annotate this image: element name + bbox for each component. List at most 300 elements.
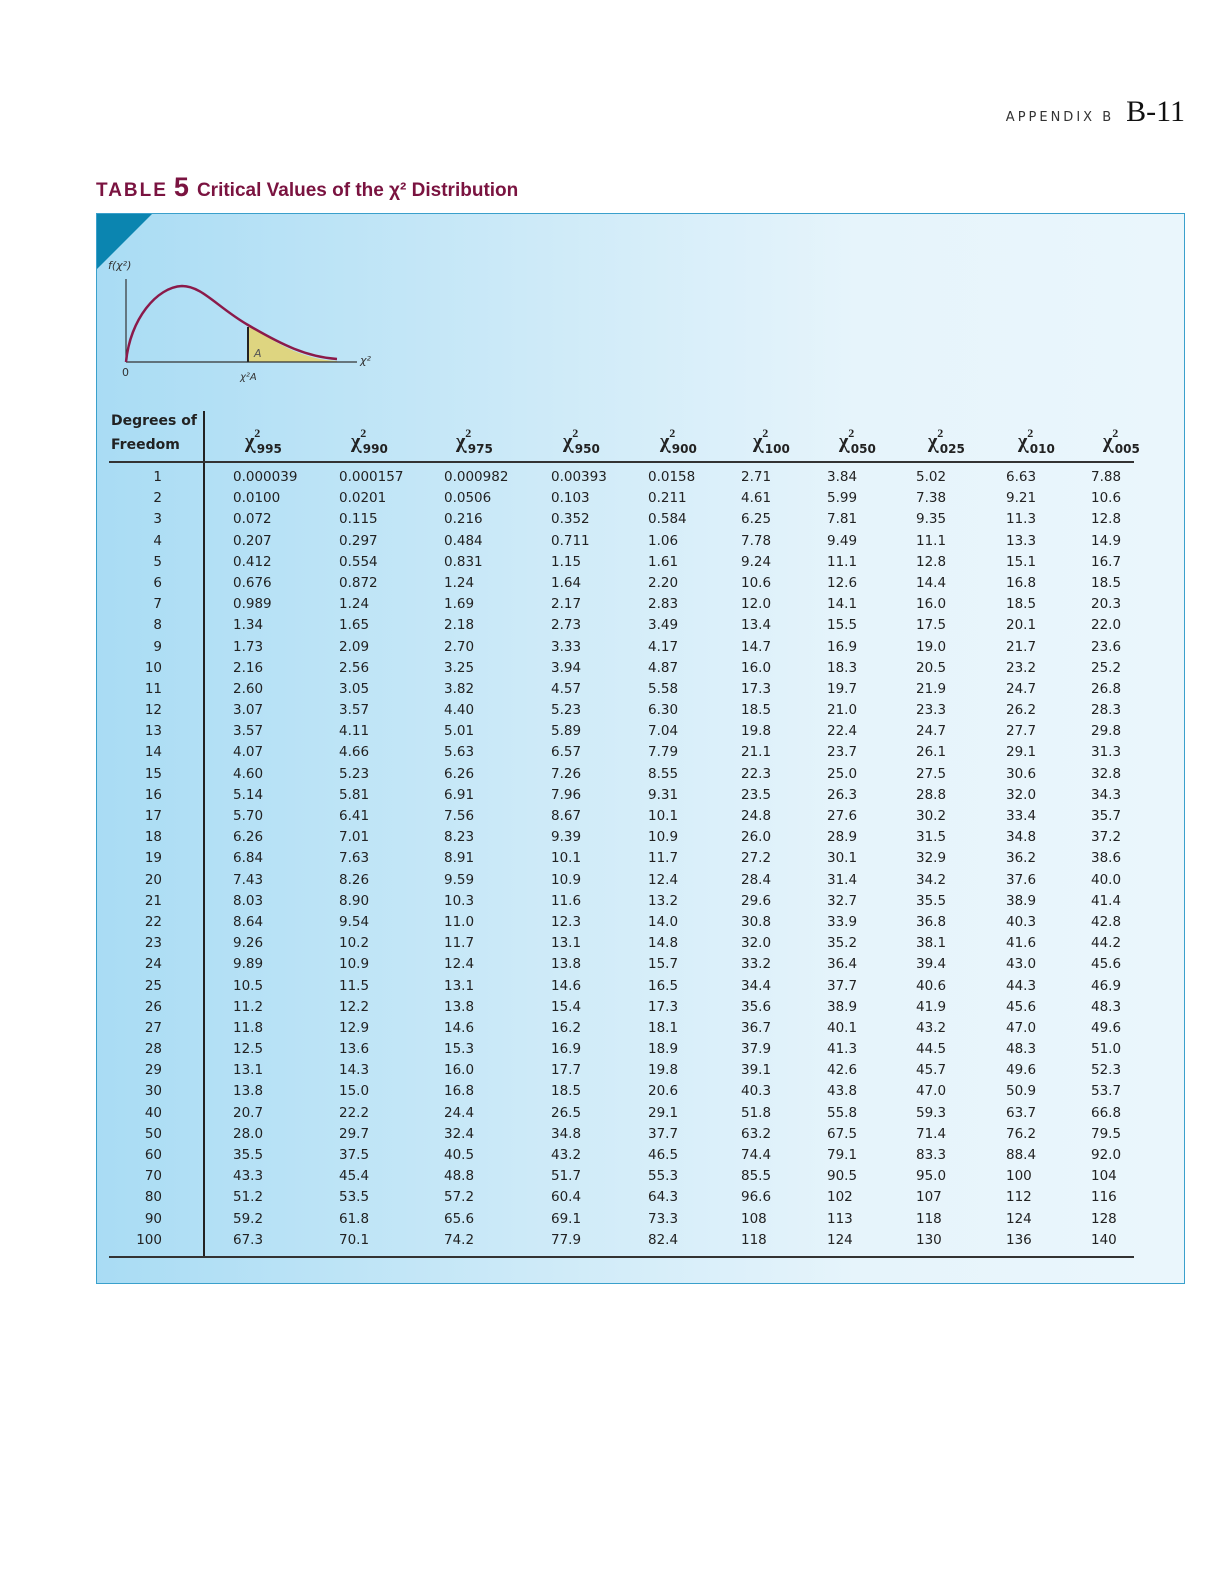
value-cell: 19.8 (648, 1062, 679, 1079)
y-axis-label: f(χ²) (108, 259, 132, 272)
value-cell: 10.1 (648, 808, 679, 824)
value-cell: 20.3 (1091, 596, 1122, 613)
value-cell: 3.07 (233, 702, 264, 719)
value-cell: 10.6 (741, 574, 772, 591)
value-cell: 8.23 (444, 829, 475, 846)
value-cell: 30.1 (827, 850, 858, 867)
value-cell: 4.40 (444, 702, 475, 719)
df-cell: 4 (153, 532, 162, 549)
value-cell: 6.26 (444, 765, 475, 782)
value-cell: 107 (916, 1189, 942, 1206)
value-cell: 24.7 (1006, 680, 1037, 697)
value-cell: 21.9 (916, 680, 947, 697)
table-number: 5 (173, 172, 189, 202)
value-cell: 108 (741, 1210, 767, 1227)
page-number: B-11 (1126, 95, 1185, 128)
value-cell: 124 (1006, 1210, 1032, 1227)
value-cell: 4.61 (741, 490, 772, 507)
value-cell: 13.1 (551, 935, 582, 952)
value-cell: 51.8 (741, 1104, 772, 1121)
value-cell: 2.17 (551, 596, 582, 613)
value-cell: 79.5 (1091, 1125, 1122, 1142)
value-cell: 74.4 (741, 1147, 772, 1163)
df-cell: 7 (153, 596, 162, 613)
value-cell: 16.9 (827, 638, 858, 655)
value-cell: 21.7 (1006, 638, 1037, 655)
value-cell: 15.4 (551, 998, 582, 1015)
value-cell: 9.39 (551, 829, 582, 846)
value-cell: 45.4 (339, 1168, 370, 1185)
value-cell: 37.9 (741, 1041, 772, 1058)
value-cell: 28.9 (827, 829, 858, 846)
value-cell: 11.1 (827, 553, 858, 570)
value-cell: 63.7 (1006, 1104, 1037, 1121)
value-cell: 20.7 (233, 1104, 264, 1121)
value-cell: 0.072 (233, 511, 272, 528)
value-cell: 1.65 (339, 617, 370, 634)
df-cell: 15 (144, 765, 162, 782)
value-cell: 7.79 (648, 744, 679, 761)
value-cell: 21.0 (827, 702, 858, 719)
value-cell: 90.5 (827, 1168, 858, 1185)
value-cell: 35.5 (233, 1147, 264, 1163)
value-cell: 3.25 (444, 659, 475, 676)
value-cell: 36.7 (741, 1019, 772, 1036)
appendix-label: APPENDIX B (1005, 110, 1115, 125)
value-cell: 30.6 (1006, 765, 1037, 782)
value-cell: 11.7 (648, 850, 679, 867)
value-cell: 9.89 (233, 956, 264, 973)
value-cell: 40.3 (741, 1083, 772, 1100)
value-cell: 18.5 (551, 1083, 582, 1100)
value-cell: 9.59 (444, 871, 475, 888)
value-cell: 34.2 (916, 871, 947, 888)
value-cell: 7.96 (551, 786, 582, 803)
area-label: A (254, 347, 262, 360)
value-cell: 13.1 (444, 977, 475, 994)
value-cell: 6.57 (551, 744, 582, 761)
value-cell: 0.711 (551, 532, 590, 549)
value-cell: 10.3 (444, 892, 475, 909)
value-cell: 16.0 (916, 596, 947, 613)
value-cell: 65.6 (444, 1210, 475, 1227)
value-cell: 36.8 (916, 913, 947, 930)
value-cell: 46.9 (1091, 977, 1122, 994)
value-cell: 5.02 (916, 469, 947, 485)
value-cell: 0.831 (444, 553, 483, 570)
value-cell: 46.5 (648, 1147, 679, 1163)
value-cell: 13.2 (648, 892, 679, 909)
value-cell: 5.70 (233, 808, 264, 824)
value-cell: 4.17 (648, 638, 679, 655)
value-cell: 22.2 (339, 1104, 370, 1121)
value-cell: 34.4 (741, 977, 772, 994)
value-cell: 82.4 (648, 1231, 679, 1248)
df-cell: 17 (144, 808, 162, 824)
value-cell: 48.8 (444, 1168, 475, 1185)
value-cell: 37.2 (1091, 829, 1122, 846)
value-cell: 1.06 (648, 532, 679, 549)
value-cell: 128 (1091, 1210, 1117, 1227)
df-cell: 20 (144, 871, 162, 888)
column-header: $\chi^2_{.050}$ (839, 426, 876, 456)
value-cell: 12.8 (916, 553, 947, 570)
value-cell: 14.4 (916, 574, 947, 591)
value-cell: 27.6 (827, 808, 858, 824)
value-cell: 7.56 (444, 808, 475, 824)
value-cell: 37.5 (339, 1147, 370, 1163)
value-cell: 12.3 (551, 913, 582, 930)
value-cell: 6.63 (1006, 469, 1037, 485)
value-cell: 11.2 (233, 998, 264, 1015)
value-cell: 53.7 (1091, 1083, 1122, 1100)
value-cell: 32.7 (827, 892, 858, 909)
value-cell: 2.18 (444, 617, 475, 634)
value-cell: 55.3 (648, 1168, 679, 1185)
value-cell: 2.56 (339, 659, 370, 676)
value-cell: 1.24 (339, 596, 370, 613)
value-cell: 20.5 (916, 659, 947, 676)
value-cell: 76.2 (1006, 1125, 1037, 1142)
value-cell: 77.9 (551, 1231, 582, 1248)
df-cell: 27 (144, 1019, 162, 1036)
value-cell: 3.33 (551, 638, 582, 655)
value-cell: 10.5 (233, 977, 264, 994)
value-cell: 67.5 (827, 1125, 858, 1142)
df-cell: 80 (144, 1189, 162, 1206)
df-cell: 10 (144, 659, 162, 676)
value-cell: 24.8 (741, 808, 772, 824)
value-cell: 21.1 (741, 744, 772, 761)
value-cell: 63.2 (741, 1125, 772, 1142)
value-cell: 40.0 (1091, 871, 1122, 888)
value-cell: 3.57 (339, 702, 370, 719)
value-cell: 23.5 (741, 786, 772, 803)
value-cell: 11.6 (551, 892, 582, 909)
value-cell: 5.23 (551, 702, 582, 719)
value-cell: 13.8 (551, 956, 582, 973)
value-cell: 33.9 (827, 913, 858, 930)
table-panel (96, 213, 1185, 1284)
value-cell: 11.8 (233, 1019, 264, 1036)
value-cell: 14.1 (827, 596, 858, 613)
value-cell: 5.63 (444, 744, 475, 761)
value-cell: 43.2 (551, 1147, 582, 1163)
value-cell: 0.0158 (648, 469, 696, 485)
value-cell: 12.4 (648, 871, 679, 888)
value-cell: 6.91 (444, 786, 475, 803)
value-cell: 29.7 (339, 1125, 370, 1142)
value-cell: 4.07 (233, 744, 264, 761)
df-cell: 50 (144, 1125, 162, 1142)
value-cell: 32.8 (1091, 765, 1122, 782)
df-cell: 5 (153, 553, 162, 570)
value-cell: 26.2 (1006, 702, 1037, 719)
value-cell: 23.2 (1006, 659, 1037, 676)
value-cell: 140 (1091, 1231, 1117, 1248)
value-cell: 3.49 (648, 617, 679, 634)
value-cell: 57.2 (444, 1189, 475, 1206)
value-cell: 19.0 (916, 638, 947, 655)
value-cell: 51.2 (233, 1189, 264, 1206)
density-curve (126, 286, 337, 362)
value-cell: 27.5 (916, 765, 947, 782)
value-cell: 8.64 (233, 913, 264, 930)
df-cell: 26 (144, 998, 162, 1015)
value-cell: 25.2 (1091, 659, 1122, 676)
value-cell: 34.8 (1006, 829, 1037, 846)
value-cell: 4.11 (339, 723, 370, 740)
value-cell: 5.81 (339, 786, 370, 803)
value-cell: 83.3 (916, 1147, 947, 1163)
value-cell: 136 (1006, 1231, 1032, 1248)
column-header: $\chi^2_{.950}$ (563, 426, 600, 456)
value-cell: 15.7 (648, 956, 679, 973)
value-cell: 5.99 (827, 490, 858, 507)
x-axis-label: χ² (360, 354, 371, 367)
value-cell: 38.9 (827, 998, 858, 1015)
value-cell: 0.554 (339, 553, 378, 570)
value-cell: 18.5 (1006, 596, 1037, 613)
value-cell: 44.2 (1091, 935, 1122, 952)
value-cell: 71.4 (916, 1125, 947, 1142)
value-cell: 30.8 (741, 913, 772, 930)
value-cell: 34.8 (551, 1125, 582, 1142)
value-cell: 28.8 (916, 786, 947, 803)
value-cell: 35.7 (1091, 808, 1122, 824)
value-cell: 0.00393 (551, 469, 607, 485)
value-cell: 0.0100 (233, 490, 281, 507)
value-cell: 3.84 (827, 469, 858, 485)
value-cell: 2.09 (339, 638, 370, 655)
value-cell: 35.6 (741, 998, 772, 1015)
value-cell: 10.2 (339, 935, 370, 952)
value-cell: 11.3 (1006, 511, 1037, 528)
value-cell: 20.1 (1006, 617, 1037, 634)
value-cell: 43.8 (827, 1083, 858, 1100)
value-cell: 2.60 (233, 680, 264, 697)
value-cell: 48.3 (1006, 1041, 1037, 1058)
value-cell: 9.54 (339, 913, 370, 930)
value-cell: 9.24 (741, 553, 772, 570)
column-header: $\chi^2_{.900}$ (660, 426, 697, 456)
value-cell: 73.3 (648, 1210, 679, 1227)
df-cell: 90 (144, 1210, 162, 1227)
df-cell: 60 (144, 1147, 162, 1163)
value-cell: 60.4 (551, 1189, 582, 1206)
value-cell: 16.2 (551, 1019, 582, 1036)
value-cell: 74.2 (444, 1231, 475, 1248)
value-cell: 8.91 (444, 850, 475, 867)
value-cell: 59.2 (233, 1210, 264, 1227)
value-cell: 10.9 (648, 829, 679, 846)
value-cell: 36.4 (827, 956, 858, 973)
value-cell: 4.57 (551, 680, 582, 697)
value-cell: 39.1 (741, 1062, 772, 1079)
value-cell: 49.6 (1006, 1062, 1037, 1079)
value-cell: 44.3 (1006, 977, 1037, 994)
value-cell: 40.3 (1006, 913, 1037, 930)
value-cell: 26.0 (741, 829, 772, 846)
value-cell: 17.7 (551, 1062, 582, 1079)
value-cell: 1.73 (233, 638, 264, 655)
value-cell: 14.9 (1091, 532, 1122, 549)
df-cell: 12 (144, 702, 162, 719)
value-cell: 32.4 (444, 1125, 475, 1142)
value-cell: 12.9 (339, 1019, 370, 1036)
value-cell: 50.9 (1006, 1083, 1037, 1100)
value-cell: 10.9 (339, 956, 370, 973)
value-cell: 7.01 (339, 829, 370, 846)
value-cell: 3.05 (339, 680, 370, 697)
value-cell: 0.989 (233, 596, 272, 613)
value-cell: 12.6 (827, 574, 858, 591)
value-cell: 130 (916, 1231, 942, 1248)
df-cell: 100 (136, 1231, 162, 1248)
column-header: $\chi^2_{.975}$ (456, 426, 493, 456)
value-cell: 0.412 (233, 553, 272, 570)
df-cell: 29 (144, 1062, 162, 1079)
value-cell: 18.3 (827, 659, 858, 676)
value-cell: 28.3 (1091, 702, 1122, 719)
value-cell: 12.2 (339, 998, 370, 1015)
value-cell: 14.3 (339, 1062, 370, 1079)
value-cell: 32.0 (1006, 786, 1037, 803)
value-cell: 47.0 (916, 1083, 947, 1100)
value-cell: 61.8 (339, 1210, 370, 1227)
value-cell: 13.3 (1006, 532, 1037, 549)
value-cell: 5.01 (444, 723, 475, 740)
value-cell: 4.87 (648, 659, 679, 676)
value-cell: 124 (827, 1231, 853, 1248)
value-cell: 41.9 (916, 998, 947, 1015)
df-cell: 28 (144, 1041, 162, 1058)
value-cell: 48.3 (1091, 998, 1122, 1015)
value-cell: 41.3 (827, 1041, 858, 1058)
running-head (1006, 95, 1185, 129)
value-cell: 8.67 (551, 808, 582, 824)
origin-label: 0 (122, 366, 129, 379)
value-cell: 6.26 (233, 829, 264, 846)
value-cell: 6.84 (233, 850, 264, 867)
value-cell: 43.3 (233, 1168, 264, 1185)
value-cell: 1.64 (551, 574, 582, 591)
df-cell: 70 (144, 1168, 162, 1185)
value-cell: 37.7 (827, 977, 858, 994)
value-cell: 3.94 (551, 659, 582, 676)
value-cell: 7.78 (741, 532, 772, 549)
value-cell: 8.55 (648, 765, 679, 782)
value-cell: 38.9 (1006, 892, 1037, 909)
value-cell: 8.03 (233, 892, 264, 909)
value-cell: 28.4 (741, 871, 772, 888)
value-cell: 12.8 (1091, 511, 1122, 528)
value-cell: 5.89 (551, 723, 582, 740)
value-cell: 42.8 (1091, 913, 1122, 930)
df-cell: 21 (144, 892, 162, 909)
value-cell: 32.9 (916, 850, 947, 867)
column-header: $\chi^2_{.995}$ (245, 426, 282, 456)
value-cell: 13.6 (339, 1041, 370, 1058)
value-cell: 0.676 (233, 574, 272, 591)
df-cell: 11 (144, 680, 162, 697)
value-cell: 13.1 (233, 1062, 264, 1079)
value-cell: 35.2 (827, 935, 858, 952)
value-cell: 16.8 (444, 1083, 475, 1100)
value-cell: 12.4 (444, 956, 475, 973)
df-cell: 9 (153, 638, 162, 655)
value-cell: 27.7 (1006, 723, 1037, 740)
value-cell: 20.6 (648, 1083, 679, 1100)
value-cell: 7.04 (648, 723, 679, 740)
value-cell: 2.71 (741, 469, 772, 485)
value-cell: 45.6 (1006, 998, 1037, 1015)
value-cell: 5.58 (648, 680, 679, 697)
value-cell: 0.352 (551, 511, 590, 528)
value-cell: 100 (1006, 1168, 1032, 1185)
value-cell: 9.26 (233, 935, 264, 952)
value-cell: 2.20 (648, 574, 679, 591)
value-cell: 16.0 (741, 659, 772, 676)
value-cell: 18.5 (1091, 574, 1122, 591)
value-cell: 22.3 (741, 765, 772, 782)
table-header (97, 409, 1184, 461)
df-cell: 14 (144, 744, 162, 761)
value-cell: 45.6 (1091, 956, 1122, 973)
value-cell: 36.2 (1006, 850, 1037, 867)
value-cell: 43.2 (916, 1019, 947, 1036)
value-cell: 6.25 (741, 511, 772, 528)
value-cell: 14.6 (551, 977, 582, 994)
value-cell: 9.31 (648, 786, 679, 803)
value-cell: 11.5 (339, 977, 370, 994)
value-cell: 0.000039 (233, 469, 298, 485)
value-cell: 11.1 (916, 532, 947, 549)
value-cell: 51.0 (1091, 1041, 1122, 1058)
value-cell: 29.1 (648, 1104, 679, 1121)
value-cell: 0.207 (233, 532, 272, 549)
value-cell: 16.5 (648, 977, 679, 994)
value-cell: 23.7 (827, 744, 858, 761)
value-cell: 0.115 (339, 511, 378, 528)
value-cell: 104 (1091, 1168, 1117, 1185)
value-cell: 0.0506 (444, 490, 492, 507)
column-header: $\chi^2_{.025}$ (928, 426, 965, 456)
value-cell: 53.5 (339, 1189, 370, 1206)
value-cell: 59.3 (916, 1104, 947, 1121)
column-header: $\chi^2_{.100}$ (753, 426, 790, 456)
value-cell: 3.82 (444, 680, 475, 697)
df-cell: 30 (144, 1083, 162, 1100)
column-divider (203, 411, 205, 1256)
value-cell: 28.0 (233, 1125, 264, 1142)
value-cell: 34.3 (1091, 786, 1122, 803)
value-cell: 3.57 (233, 723, 264, 740)
value-cell: 7.26 (551, 765, 582, 782)
value-cell: 23.6 (1091, 638, 1122, 655)
value-cell: 26.8 (1091, 680, 1122, 697)
value-cell: 15.3 (444, 1041, 475, 1058)
value-cell: 33.4 (1006, 808, 1037, 824)
value-cell: 29.6 (741, 892, 772, 909)
value-cell: 116 (1091, 1189, 1117, 1206)
value-cell: 69.1 (551, 1210, 582, 1227)
value-cell: 6.41 (339, 808, 370, 824)
value-cell: 67.3 (233, 1231, 264, 1248)
value-cell: 26.5 (551, 1104, 582, 1121)
value-cell: 11.7 (444, 935, 475, 952)
value-cell: 112 (1006, 1189, 1032, 1206)
